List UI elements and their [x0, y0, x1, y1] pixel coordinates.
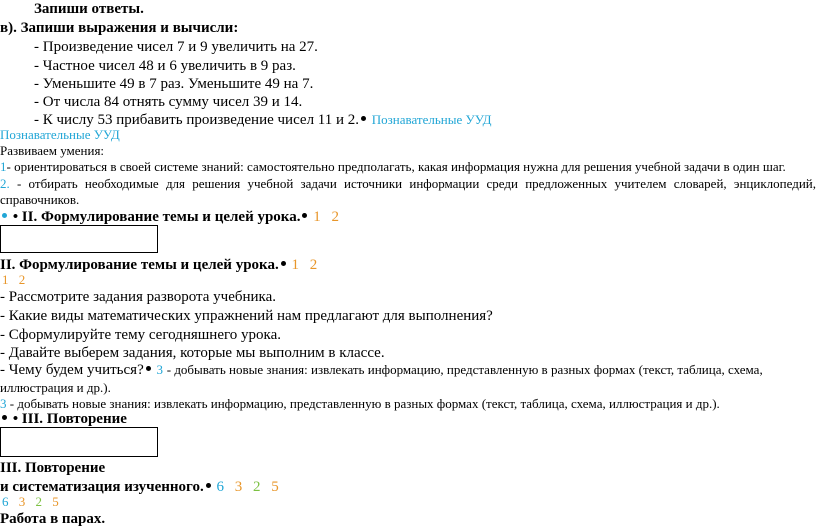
- step-number: 3: [18, 494, 26, 509]
- skill-number: 2.: [0, 176, 10, 191]
- placeholder-box: [0, 225, 158, 253]
- question: - Чему будем учиться?: [0, 362, 144, 378]
- section3-subtitle: и систематизация изученного.: [0, 479, 204, 495]
- bullet-icon: [281, 261, 286, 266]
- bullet-icon: [146, 366, 151, 371]
- uud-label: Познавательные УУД: [0, 127, 120, 142]
- bullet-icon: [2, 415, 7, 420]
- task-item: - Частное чисел 48 и 6 увеличить в 9 раз.: [34, 58, 296, 74]
- step-number: 6: [216, 479, 224, 495]
- step-number: 6: [2, 494, 9, 509]
- skill-item: [0, 159, 816, 175]
- step-number: 2: [253, 479, 261, 495]
- question-with-goal: [0, 361, 805, 397]
- task-item: - Уменьшите 49 в 7 раз. Уменьшите 49 на 7.: [34, 76, 314, 92]
- bullet-icon: [302, 213, 307, 218]
- task-item: - Произведение чисел 7 и 9 увеличить на 27.: [34, 39, 318, 55]
- question: - Сформулируйте тему сегодняшнего урока.: [0, 327, 281, 343]
- skill-text: - отбирать необходимые для решения учебной задачи источники информации среди предложенных учителем словарей, энциклопедий, справочников.: [0, 176, 816, 207]
- skill-text: - ориентироваться в своей системе знаний: самостоятельно предполагать, какая информация нужна для решения учебной задачи в один шаг.: [6, 159, 786, 174]
- step-number: 2: [18, 272, 26, 287]
- step-numbers-row: [2, 272, 25, 288]
- question: - Рассмотрите задания разворота учебника.: [0, 289, 277, 305]
- task-item: - От числа 84 отнять сумму чисел 39 и 14.: [34, 94, 303, 110]
- uud-tag: Познавательные УУД: [371, 112, 492, 127]
- section2-heading-text: II. Формулирование темы и целей урока.: [0, 257, 279, 273]
- skills-heading: Развиваем умения:: [0, 143, 105, 158]
- page-title: Запиши ответы.: [34, 1, 144, 17]
- skill-number: 1: [0, 159, 7, 174]
- step-number: 1: [291, 257, 299, 273]
- question: - Давайте выберем задания, которые мы выполним в классе.: [0, 345, 385, 361]
- step-number: 3: [234, 479, 243, 495]
- section2-title: II. Формулирование темы и целей урока.: [21, 209, 301, 225]
- section3-heading: III. Повторение: [0, 460, 106, 476]
- bullet-icon: [2, 213, 7, 218]
- skill-item: [0, 176, 816, 208]
- section3-link: • III. Повторение: [0, 410, 127, 428]
- pair-work-label: Работа в парах.: [0, 511, 106, 527]
- goal-text: - добывать новые знания: извлекать информацию, представленную в разных формах (текст, таблица, схема, иллюстрация и др.).: [9, 396, 720, 411]
- step-number: 2: [309, 257, 318, 273]
- step-number: 5: [271, 479, 279, 495]
- step-number: 2: [331, 209, 339, 225]
- goal-text: - добывать новые знания: извлекать информацию, представленную в разных формах (текст, таблица, схема, иллюстрация и др.).: [0, 362, 763, 395]
- placeholder-box: [0, 427, 158, 457]
- question: - Какие виды математических упражнений нам предлагают для выполнения?: [0, 308, 493, 324]
- step-number: 1: [2, 272, 9, 287]
- task-item-text: - К числу 53 прибавить произведение чисел 11 и 2.: [34, 112, 360, 128]
- bullet-icon: [361, 116, 366, 121]
- section2-heading: [0, 256, 317, 274]
- step-number: 5: [52, 494, 59, 509]
- task-b-heading: в). Запиши выражения и вычисли:: [0, 20, 239, 36]
- step-number: 2: [35, 494, 42, 509]
- section3-title: III. Повторение: [21, 411, 127, 427]
- step-number: 1: [313, 209, 321, 225]
- bullet-icon: [206, 483, 211, 488]
- step-numbers-row: [2, 494, 59, 510]
- goal-number: 3: [156, 362, 163, 377]
- goal-number: 3: [0, 396, 7, 411]
- section2-link: • II. Формулирование темы и целей урока. 1 2: [0, 208, 339, 226]
